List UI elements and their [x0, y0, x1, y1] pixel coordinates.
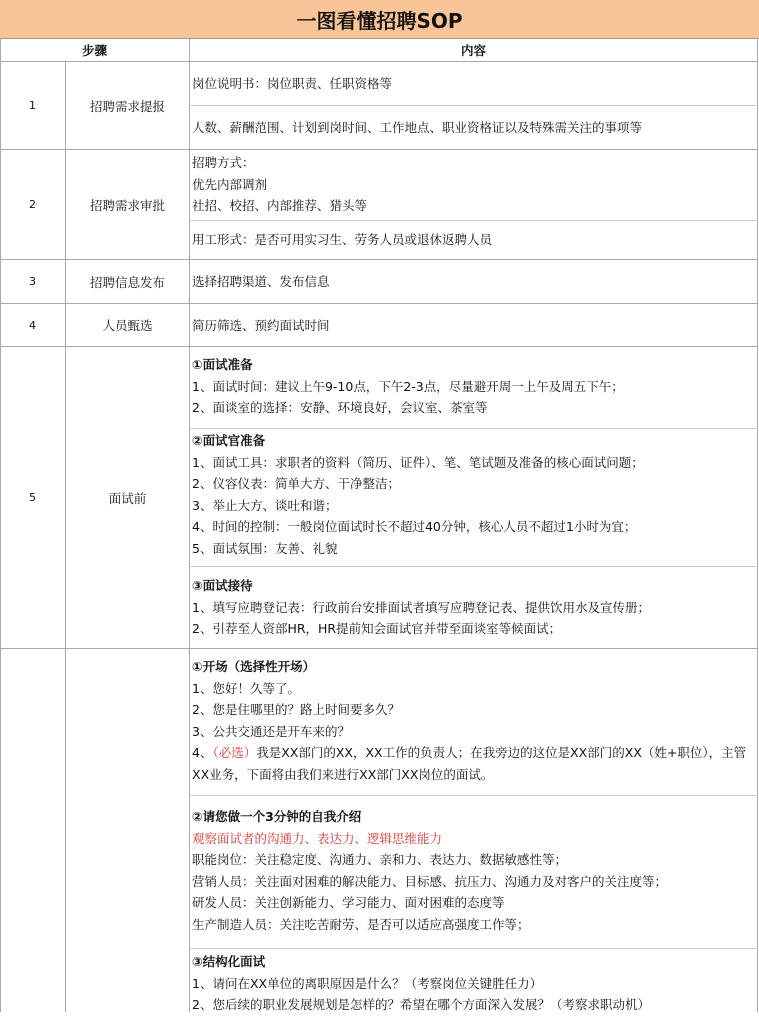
row-5-step: 面试前 — [108, 490, 147, 506]
row-1-step: 招聘需求提报 — [89, 98, 165, 114]
row-1-content-2: 人数、薪酬范围、计划到岗时间、工作地点、职业资格证以及特殊需关注的事项等 — [192, 120, 643, 135]
row-4-number: 4 — [29, 318, 36, 332]
row-3-content: 选择招聘渠道、发布信息 — [192, 274, 330, 289]
opening-block: ①开场（选择性开场） 1、您好！久等了。 2、您是住哪里的？路上时间要多久？ 3、公共交通还是开车来的？ 4、（必选）我是XX部门的XX，XX工作的负责人；在我旁边的这位是XX部门的XX（姓+职位），主管XX业务，下面将由我们来进行XX部门XX岗位的面试。 — [192, 659, 747, 782]
row-2-content-1: 招聘方式： 优先内部调剂 社招、校招、内部推荐、猎头等 — [192, 155, 368, 213]
observation-note: 观察面试者的沟通力、表达力、逻辑思维能力 — [192, 830, 443, 846]
page-title: 一图看懂招聘SOP — [0, 0, 759, 39]
header-step: 步骤 — [81, 42, 107, 58]
header-content: 内容 — [460, 42, 486, 58]
row-5-number: 5 — [29, 491, 36, 504]
row-4-content: 简历筛选、预约面试时间 — [192, 318, 330, 333]
row-4-step: 人员甄选 — [102, 318, 153, 333]
row-3-step: 招聘信息发布 — [89, 274, 165, 290]
row-1-content-1: 岗位说明书：岗位职责、任职资格等 — [192, 76, 393, 91]
row-2-step: 招聘需求审批 — [89, 197, 165, 213]
row-1-number: 1 — [29, 99, 36, 112]
row-2-content-2: 用工形式：是否可用实习生、劳务人员或退休返聘人员 — [192, 232, 493, 247]
structured-interview-block: ③结构化面试 1、请问在XX单位的离职原因是什么？（考察岗位关键胜任力） 2、您后续的职业发展规划是怎样的？希望在哪个方面深入发展？（考察求职动机） — [192, 954, 650, 1012]
interview-reception-block: ③面试接待 1、填写应聘登记表：行政前台安排面试者填写应聘登记表、提供饮用水及宣传册； 2、引荐至人资部HR，HR提前知会面试官并带至面谈室等候面试； — [192, 578, 650, 636]
row-2-number: 2 — [29, 198, 36, 211]
self-intro-block: ②请您做一个3分钟的自我介绍 观察面试者的沟通力、表达力、逻辑思维能力 职能岗位：关注稳定度、沟通力、亲和力、表达力、数据敏感性等； 营销人员：关注面对困难的解决能力、目标感、抗压力、沟通力及对客户的关注度等； 研发人员：关注创新能力、学习能力、面对困难的态度等 生产制造人员：关注吃苦耐劳、是否可以适应高强度工作等； — [192, 806, 754, 935]
row-6-step — [66, 649, 189, 1012]
required-tag: （必选） — [212, 745, 257, 760]
interviewer-prep-block: ②面试官准备 1、面试工具：求职者的资料（简历、证件）、笔、笔试题及准备的核心面试问题； 2、仪容仪表：简单大方、干净整洁； 3、举止大方、谈吐和谐； 4、时间的控制：一般岗位面试时长不超过40分钟，核心人员不超过1小时为宜； 5、面试氛围：友善、礼貌 — [192, 433, 644, 556]
row-3-number: 3 — [29, 275, 36, 288]
row-6-number — [0, 649, 65, 1012]
interview-prep-block: ①面试准备 1、面试时间：建议上午9-10点，下午2-3点，尽量避开周一上午及周五下午； 2、面谈室的选择：安静、环境良好，会议室、茶室等 — [192, 357, 624, 415]
